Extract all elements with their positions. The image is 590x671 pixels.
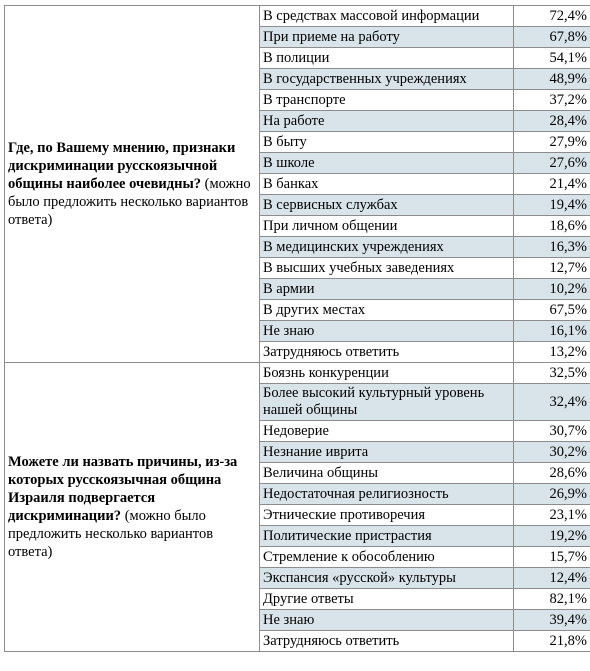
answer-percent: 27,9% bbox=[514, 132, 590, 153]
answer-percent: 28,4% bbox=[514, 111, 590, 132]
answer-option: В других местах bbox=[260, 300, 514, 321]
question-cell bbox=[5, 363, 260, 652]
answer-percent: 21,8% bbox=[514, 631, 590, 652]
answer-percent: 26,9% bbox=[514, 484, 590, 505]
answer-option: В школе bbox=[260, 153, 514, 174]
question-text: Можете ли назвать причины, из-за которых русскоязычная община Израиля подвергается дискриминации? bbox=[8, 454, 238, 524]
answer-option: В высших учебных заведениях bbox=[260, 258, 514, 279]
question-cell bbox=[5, 6, 260, 363]
answer-option: При приеме на работу bbox=[260, 27, 514, 48]
answer-option: Затрудняюсь ответить bbox=[260, 342, 514, 363]
answer-row bbox=[5, 363, 590, 384]
answer-option: В медицинских учреждениях bbox=[260, 237, 514, 258]
answer-option: Недоверие bbox=[260, 421, 514, 442]
survey-table-body bbox=[5, 6, 590, 652]
answer-option: В быту bbox=[260, 132, 514, 153]
answer-percent: 39,4% bbox=[514, 610, 590, 631]
answer-option: В государственных учреждениях bbox=[260, 69, 514, 90]
answer-option: Стремление к обособлению bbox=[260, 547, 514, 568]
answer-percent: 54,1% bbox=[514, 48, 590, 69]
answer-percent: 27,6% bbox=[514, 153, 590, 174]
answer-option: Не знаю bbox=[260, 321, 514, 342]
answer-percent: 19,2% bbox=[514, 526, 590, 547]
answer-percent: 18,6% bbox=[514, 216, 590, 237]
answer-option: Этнические противоречия bbox=[260, 505, 514, 526]
answer-percent: 72,4% bbox=[514, 6, 590, 27]
answer-option: Другие ответы bbox=[260, 589, 514, 610]
answer-percent: 30,7% bbox=[514, 421, 590, 442]
answer-percent: 67,5% bbox=[514, 300, 590, 321]
answer-option: Экспансия «русской» культуры bbox=[260, 568, 514, 589]
answer-percent: 16,3% bbox=[514, 237, 590, 258]
answer-option: Боязнь конкуренции bbox=[260, 363, 514, 384]
answer-percent: 67,8% bbox=[514, 27, 590, 48]
answer-percent: 23,1% bbox=[514, 505, 590, 526]
question-note: (можно было предложить несколько вариантов ответа) bbox=[8, 176, 251, 228]
answer-option: В банках bbox=[260, 174, 514, 195]
answer-option: В транспорте bbox=[260, 90, 514, 111]
question-text: Где, по Вашему мнению, признаки дискриминации русскоязычной общины наиболее очевидны? bbox=[8, 140, 236, 192]
answer-option: Затрудняюсь ответить bbox=[260, 631, 514, 652]
answer-percent: 32,5% bbox=[514, 363, 590, 384]
answer-percent: 15,7% bbox=[514, 547, 590, 568]
answer-percent: 10,2% bbox=[514, 279, 590, 300]
answer-percent: 21,4% bbox=[514, 174, 590, 195]
answer-percent: 19,4% bbox=[514, 195, 590, 216]
answer-percent: 13,2% bbox=[514, 342, 590, 363]
answer-percent: 30,2% bbox=[514, 442, 590, 463]
answer-option: При личном общении bbox=[260, 216, 514, 237]
answer-percent: 12,7% bbox=[514, 258, 590, 279]
answer-option: Не знаю bbox=[260, 610, 514, 631]
answer-percent: 16,1% bbox=[514, 321, 590, 342]
answer-option: Величина общины bbox=[260, 463, 514, 484]
answer-option: На работе bbox=[260, 111, 514, 132]
answer-option: Более высокий культурный уровень нашей общины bbox=[260, 384, 514, 421]
question-note: (можно было предложить несколько вариантов ответа) bbox=[8, 508, 214, 560]
answer-option: В полиции bbox=[260, 48, 514, 69]
answer-option: Политические пристрастия bbox=[260, 526, 514, 547]
answer-option: В армии bbox=[260, 279, 514, 300]
survey-table bbox=[4, 5, 590, 652]
answer-option: Недостаточная религиозность bbox=[260, 484, 514, 505]
answer-percent: 32,4% bbox=[514, 384, 590, 421]
answer-option: Незнание иврита bbox=[260, 442, 514, 463]
answer-row bbox=[5, 6, 590, 27]
answer-percent: 12,4% bbox=[514, 568, 590, 589]
answer-percent: 37,2% bbox=[514, 90, 590, 111]
answer-option: В средствах массовой информации bbox=[260, 6, 514, 27]
answer-percent: 48,9% bbox=[514, 69, 590, 90]
answer-percent: 28,6% bbox=[514, 463, 590, 484]
answer-percent: 82,1% bbox=[514, 589, 590, 610]
answer-option: В сервисных службах bbox=[260, 195, 514, 216]
